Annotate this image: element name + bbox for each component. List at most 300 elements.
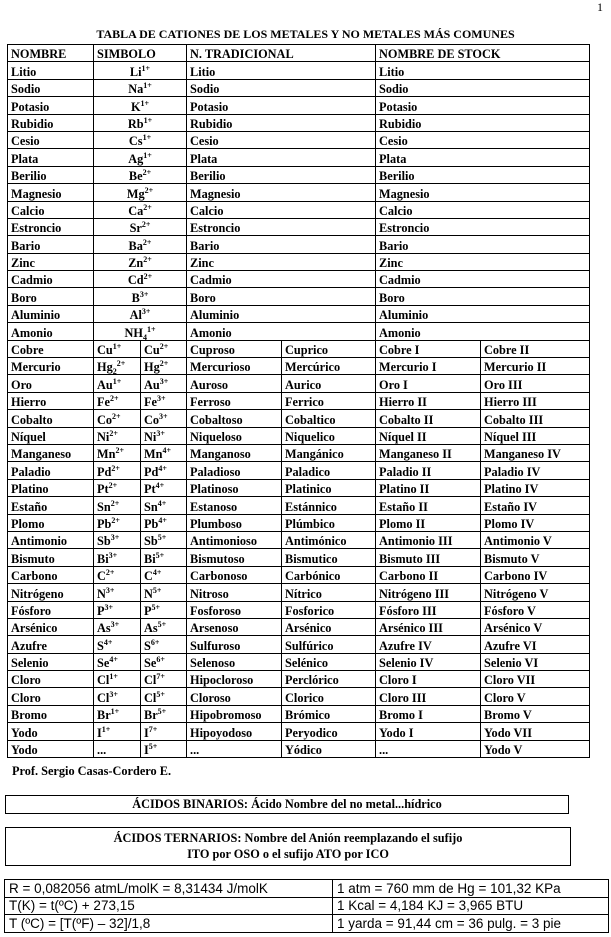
traditional-name-text: Estroncio <box>190 221 241 236</box>
constant-cell: 1 yarda = 91,44 cm = 36 pulg. = 3 pie <box>333 915 609 933</box>
stock-name <box>376 271 590 288</box>
charge-superscript: 2+ <box>141 220 151 230</box>
element-name <box>8 166 94 183</box>
traditional-name <box>187 218 376 235</box>
stock-name-text: Cloro VII <box>484 673 536 688</box>
symbol-cell <box>141 531 187 548</box>
element-symbol: S <box>97 638 104 653</box>
charge-superscript: 3+ <box>109 689 118 699</box>
element-symbol: Hg <box>97 360 113 375</box>
element-symbol: Br <box>144 708 158 723</box>
table-row <box>8 462 590 479</box>
stock-name <box>376 601 481 618</box>
traditional-name <box>187 271 376 288</box>
traditional-name-text: Niqueloso <box>190 429 242 444</box>
stock-name <box>481 479 590 496</box>
traditional-name <box>187 584 282 601</box>
element-name-text: Cadmio <box>11 273 53 288</box>
element-name <box>8 358 94 375</box>
element-symbol: Mn <box>97 447 116 462</box>
traditional-name-text: Mercurioso <box>190 360 251 375</box>
stock-name <box>481 688 590 705</box>
traditional-name-text: Cadmio <box>190 273 232 288</box>
charge-superscript: 5+ <box>157 707 167 717</box>
constant-cell: T(K) = t(ºC) + 273,15 <box>5 897 333 915</box>
element-name-text: Cloro <box>11 690 41 705</box>
charge-superscript: 5+ <box>151 602 161 612</box>
symbol-cell <box>141 705 187 722</box>
element-name-text: Boro <box>11 290 37 305</box>
stock-name-text: Sodio <box>379 82 409 97</box>
symbol-cell <box>94 184 187 201</box>
charge-superscript: 2+ <box>111 515 120 525</box>
element-name-text: Bismuto <box>11 551 55 566</box>
element-symbol: Cl <box>97 673 110 688</box>
traditional-name-text: Arsénico <box>285 621 332 636</box>
table-row <box>8 218 590 235</box>
stock-name <box>481 653 590 670</box>
table-row <box>8 358 590 375</box>
stock-name <box>481 427 590 444</box>
traditional-name-text: Aurico <box>285 377 322 392</box>
element-name <box>8 271 94 288</box>
symbol-cell <box>94 723 141 740</box>
symbol-cell <box>94 305 187 322</box>
traditional-name <box>187 566 282 583</box>
stock-name-text: Bario <box>379 238 409 253</box>
symbol-cell <box>94 601 141 618</box>
stock-name <box>376 740 481 757</box>
symbol-cell <box>141 444 187 461</box>
traditional-name-text: ... <box>190 743 200 758</box>
traditional-name <box>282 462 376 479</box>
stock-name <box>376 444 481 461</box>
traditional-name <box>282 392 376 409</box>
table-row <box>8 288 590 305</box>
charge-superscript: 3+ <box>104 602 114 612</box>
stock-name-text: Paladio IV <box>484 464 541 479</box>
stock-name-text: Potasio <box>379 99 418 114</box>
charge-superscript: 3+ <box>108 550 118 560</box>
stock-name-text: Bromo V <box>484 708 532 723</box>
traditional-name <box>187 323 376 340</box>
element-symbol: Cu <box>97 343 113 358</box>
symbol-cell <box>141 427 187 444</box>
element-symbol: Sb <box>97 534 111 549</box>
traditional-name <box>282 514 376 531</box>
stock-name <box>481 497 590 514</box>
charge-superscript: 1+ <box>101 724 111 734</box>
charge-superscript: 5+ <box>157 533 167 543</box>
traditional-name <box>187 705 282 722</box>
acidos-binarios-text: ÁCIDOS BINARIOS: Ácido Nombre del no metal...hídrico <box>132 797 442 811</box>
element-name-text: Calcio <box>11 203 45 218</box>
symbol-cell <box>94 531 141 548</box>
element-name-text: Mercurio <box>11 360 61 375</box>
element-name <box>8 584 94 601</box>
traditional-name <box>282 566 376 583</box>
symbol-cell <box>94 410 141 427</box>
stock-name-text: Cadmio <box>379 273 421 288</box>
traditional-name <box>282 653 376 670</box>
charge-superscript: 1+ <box>112 376 122 386</box>
symbol-cell <box>141 688 187 705</box>
element-name <box>8 236 94 253</box>
stock-name-text: Nitrógeno V <box>484 586 549 601</box>
table-row <box>8 184 590 201</box>
traditional-name-text: Rubidio <box>190 116 233 131</box>
traditional-name <box>187 236 376 253</box>
charge-superscript: 7+ <box>156 672 165 682</box>
element-symbol: Pt <box>144 482 156 497</box>
stock-name <box>376 566 481 583</box>
stock-name <box>481 740 590 757</box>
element-name <box>8 740 94 757</box>
element-symbol: Fe <box>144 395 157 410</box>
symbol-cell <box>94 584 141 601</box>
element-name-text: Plomo <box>11 516 45 531</box>
traditional-name <box>187 740 282 757</box>
stock-name <box>376 584 481 601</box>
stock-name <box>376 497 481 514</box>
traditional-name-text: Berilio <box>190 169 226 184</box>
traditional-name-text: Hipocloroso <box>190 673 254 688</box>
table-row <box>8 410 590 427</box>
element-symbol: Na <box>128 82 144 97</box>
element-name-text: Bromo <box>11 708 47 723</box>
element-symbol: N <box>97 586 106 601</box>
element-symbol: Sn <box>144 499 158 514</box>
constants-row <box>5 915 609 933</box>
element-name <box>8 531 94 548</box>
stock-name-text: ... <box>379 743 389 758</box>
traditional-name-text: Cesio <box>190 134 219 149</box>
symbol-cell <box>141 514 187 531</box>
charge-superscript: 1+ <box>146 324 156 334</box>
element-symbol: Cu <box>144 343 160 358</box>
traditional-name <box>187 288 376 305</box>
traditional-name-text: Cobaltoso <box>190 412 243 427</box>
stock-name <box>481 340 590 357</box>
traditional-name <box>282 497 376 514</box>
traditional-name-text: Paladioso <box>190 464 241 479</box>
symbol-cell <box>141 549 187 566</box>
symbol-cell <box>141 566 187 583</box>
charge-superscript: 3+ <box>110 533 120 543</box>
element-name <box>8 97 94 114</box>
charge-superscript: 2+ <box>144 185 154 195</box>
element-symbol: Pb <box>97 516 112 531</box>
stock-name-text: Níquel III <box>484 429 537 444</box>
charge-superscript: 6+ <box>156 655 165 665</box>
symbol-cell <box>94 636 141 653</box>
element-name <box>8 305 94 322</box>
element-name <box>8 671 94 688</box>
element-name-text: Magnesio <box>11 186 62 201</box>
element-symbol: K <box>130 99 141 114</box>
table-row <box>8 114 590 131</box>
stock-name-text: Carbono IV <box>484 569 548 584</box>
traditional-name <box>187 462 282 479</box>
element-symbol: Fe <box>97 395 110 410</box>
symbol-cell <box>94 97 187 114</box>
element-symbol: Rb <box>127 116 144 131</box>
stock-name <box>481 410 590 427</box>
element-symbol: Mg <box>126 186 145 201</box>
traditional-name <box>282 375 376 392</box>
stock-name <box>376 618 481 635</box>
element-symbol: Sn <box>97 499 111 514</box>
traditional-name <box>187 653 282 670</box>
element-name <box>8 636 94 653</box>
stock-name-text: Antimonio V <box>484 534 552 549</box>
table-row <box>8 549 590 566</box>
table-row <box>8 97 590 114</box>
element-symbol: Hg <box>144 360 160 375</box>
symbol-cell <box>141 636 187 653</box>
traditional-name <box>282 549 376 566</box>
symbol-cell <box>141 497 187 514</box>
element-name-text: Azufre <box>11 638 47 653</box>
table-row <box>8 444 590 461</box>
element-symbol: Br <box>97 708 111 723</box>
element-name <box>8 410 94 427</box>
symbol-cell <box>94 131 187 148</box>
element-symbol: As <box>97 621 111 636</box>
traditional-name <box>187 549 282 566</box>
table-row <box>8 305 590 322</box>
charge-superscript: 2+ <box>143 255 152 265</box>
constants-row <box>5 880 609 898</box>
traditional-name <box>282 740 376 757</box>
charge-superscript: 5+ <box>155 550 165 560</box>
stock-name <box>376 410 481 427</box>
element-name-text: Sodio <box>11 82 41 97</box>
stock-name <box>376 723 481 740</box>
table-row <box>8 723 590 740</box>
traditional-name <box>187 497 282 514</box>
element-name <box>8 288 94 305</box>
charge-superscript: 5+ <box>157 620 167 630</box>
stock-name <box>376 201 590 218</box>
traditional-name-text: Auroso <box>190 377 229 392</box>
table-row <box>8 131 590 148</box>
charge-superscript: 3+ <box>156 394 166 404</box>
symbol-cell <box>94 323 187 340</box>
traditional-name-text: Ferrico <box>285 395 324 410</box>
table-row <box>8 671 590 688</box>
symbol-cell <box>94 618 141 635</box>
symbol-cell <box>94 688 141 705</box>
constants-row <box>5 897 609 915</box>
symbol-cell <box>141 358 187 375</box>
symbol-subscript: 2 <box>112 367 117 375</box>
element-name <box>8 340 94 357</box>
stock-name <box>376 653 481 670</box>
symbol-cell <box>141 462 187 479</box>
table-row <box>8 740 590 757</box>
element-symbol: Sb <box>144 534 158 549</box>
stock-name-text: Estroncio <box>379 221 430 236</box>
traditional-name-text: Sulfúrico <box>285 638 334 653</box>
traditional-name-text: Selenoso <box>190 656 236 671</box>
stock-name <box>376 323 590 340</box>
traditional-name-text: Clorico <box>285 690 324 705</box>
table-row <box>8 479 590 496</box>
element-name-text: Estaño <box>11 499 48 514</box>
element-name-text: Nitrógeno <box>11 586 64 601</box>
element-name <box>8 253 94 270</box>
traditional-name-text: Ferroso <box>190 395 231 410</box>
charge-superscript: 1+ <box>143 81 152 91</box>
table-row <box>8 323 590 340</box>
symbol-cell <box>94 271 187 288</box>
element-name-text: Aluminio <box>11 308 61 323</box>
element-name <box>8 566 94 583</box>
charge-superscript: 4+ <box>157 498 167 508</box>
element-symbol: Cs <box>128 134 143 149</box>
stock-name-text: Níquel II <box>379 429 427 444</box>
stock-name <box>376 305 590 322</box>
charge-superscript: 3+ <box>110 620 120 630</box>
element-name <box>8 62 94 79</box>
traditional-name <box>187 358 282 375</box>
table-row <box>8 201 590 218</box>
stock-name <box>376 149 590 166</box>
symbol-cell <box>94 218 187 235</box>
element-symbol: NH <box>124 325 143 340</box>
element-name <box>8 653 94 670</box>
element-symbol: Ca <box>128 203 144 218</box>
element-symbol: Sr <box>129 221 142 236</box>
header-nombre: NOMBRE <box>8 45 94 62</box>
table-header-row <box>8 45 590 62</box>
element-symbol: Ag <box>128 151 144 166</box>
symbol-cell <box>94 462 141 479</box>
stock-name <box>481 723 590 740</box>
element-name-text: Níquel <box>11 429 46 444</box>
element-symbol: Co <box>97 412 113 427</box>
element-name-text: Paladio <box>11 464 51 479</box>
traditional-name-text: Platinoso <box>190 482 239 497</box>
stock-name <box>376 392 481 409</box>
symbol-cell <box>94 740 141 757</box>
element-symbol: Ba <box>128 238 143 253</box>
element-symbol: Cl <box>144 690 157 705</box>
stock-name <box>376 253 590 270</box>
table-row <box>8 253 590 270</box>
stock-name-text: Cloro I <box>379 673 417 688</box>
symbol-cell <box>94 166 187 183</box>
element-name-text: Estroncio <box>11 221 62 236</box>
element-symbol: Ni <box>97 429 110 444</box>
traditional-name <box>282 340 376 357</box>
traditional-name-text: Peryodico <box>285 725 338 740</box>
symbol-cell <box>141 671 187 688</box>
stock-name <box>481 392 590 409</box>
stock-name-text: Paladio II <box>379 464 432 479</box>
symbol-cell <box>141 723 187 740</box>
symbol-cell <box>94 253 187 270</box>
charge-superscript: 1+ <box>143 150 152 160</box>
element-name-text: Bario <box>11 238 41 253</box>
charge-superscript: 2+ <box>109 394 119 404</box>
table-row <box>8 166 590 183</box>
traditional-name-text: Hipoyodoso <box>190 725 253 740</box>
stock-name <box>481 444 590 461</box>
traditional-name <box>282 705 376 722</box>
charge-superscript: 1+ <box>142 133 152 143</box>
stock-name <box>376 462 481 479</box>
charge-superscript: 2+ <box>111 463 120 473</box>
element-symbol: Pt <box>97 482 109 497</box>
table-row <box>8 271 590 288</box>
traditional-name <box>282 444 376 461</box>
symbol-cell <box>141 601 187 618</box>
stock-name-text: Azufre IV <box>379 638 432 653</box>
table-row <box>8 514 590 531</box>
symbol-cell <box>94 514 141 531</box>
charge-superscript: 2+ <box>116 359 126 369</box>
stock-name-text: Calcio <box>379 203 413 218</box>
stock-name-text: Nitrógeno III <box>379 586 450 601</box>
element-name <box>8 444 94 461</box>
symbol-cell <box>141 340 187 357</box>
element-name <box>8 375 94 392</box>
traditional-name-text: Carbónico <box>285 569 341 584</box>
stock-name <box>376 688 481 705</box>
traditional-name-text: Plúmbico <box>285 516 335 531</box>
acidos-ternarios-box <box>5 827 571 866</box>
stock-name-text: Yodo I <box>379 725 414 740</box>
traditional-name-text: Plumboso <box>190 516 242 531</box>
charge-superscript: 2+ <box>159 359 169 369</box>
element-name-text: Arsénico <box>11 621 58 636</box>
traditional-name-text: Bismutico <box>285 551 338 566</box>
stock-name-text: Magnesio <box>379 186 430 201</box>
charge-superscript: 1+ <box>110 707 120 717</box>
element-name-text: Antimonio <box>11 534 68 549</box>
element-name <box>8 601 94 618</box>
charge-superscript: 2+ <box>159 342 169 352</box>
element-symbol: Al <box>129 308 142 323</box>
stock-name-text: Platino IV <box>484 482 539 497</box>
element-name-text: Oro <box>11 377 32 392</box>
stock-name-text: Boro <box>379 290 405 305</box>
traditional-name-text: Antimónico <box>285 534 347 549</box>
symbol-cell <box>94 236 187 253</box>
stock-name-text: Oro I <box>379 377 408 392</box>
table-row <box>8 584 590 601</box>
stock-name <box>376 514 481 531</box>
stock-name <box>376 671 481 688</box>
stock-name <box>481 462 590 479</box>
stock-name <box>376 636 481 653</box>
traditional-name-text: Cobaltico <box>285 412 336 427</box>
table-row <box>8 149 590 166</box>
charge-superscript: 3+ <box>105 585 115 595</box>
element-name-text: Yodo <box>11 725 38 740</box>
symbol-cell <box>141 653 187 670</box>
element-name-text: Yodo <box>11 743 38 758</box>
symbol-cell <box>94 392 141 409</box>
stock-name-text: Yodo VII <box>484 725 532 740</box>
stock-name <box>376 705 481 722</box>
stock-name <box>376 375 481 392</box>
element-symbol: C <box>144 569 153 584</box>
stock-name-text: Rubidio <box>379 116 422 131</box>
stock-name-text: Arsénico V <box>484 621 543 636</box>
